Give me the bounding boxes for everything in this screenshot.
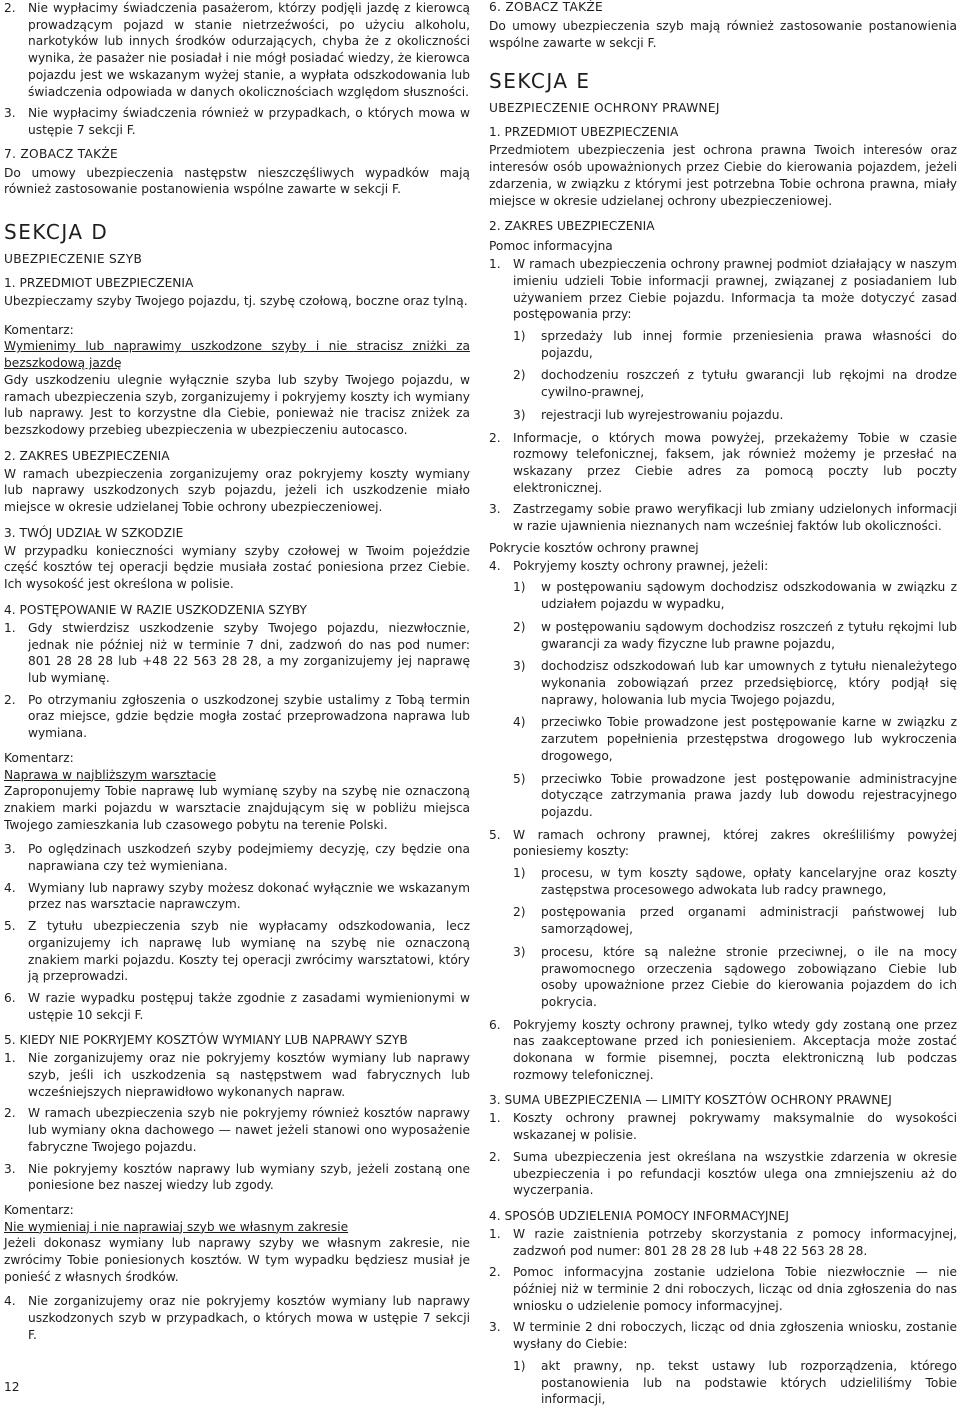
item-text: Po oględzinach uszkodzeń szyby podejmiemy decyzję, czy będzie ona naprawiana czy też wymieniana. [28,842,470,874]
item-number: 6. [4,990,16,1005]
item-number: 1. [4,620,16,635]
item-text: Nie wypłacimy świadczenia pasażerom, którzy podjęli jazdę z kierowcą prowadzącym pojazd w stanie nietrzeźwości, po użyciu alkoholu, narkotyków lub innych środków odurzających, chyba że z okoliczności wynika, że pasażer nie posiadał i nie mógł posiadać wiedzy, że kierowca pojazdu jest we wskazanym wyżej stanie, a wypłata odszkodowania lub świadczenia odpowiada w danych okolicznościach względom słuszności. [28,1,470,99]
list-item [4,692,470,742]
item-text: sprzedaży lub innej formie przeniesienia prawa własności do pojazdu, [541,329,957,360]
d5-list-b [4,1293,470,1343]
section-d-title: SEKCJA D [4,220,109,245]
e3-heading: 3. SUMA UBEZPIECZENIA — LIMITY KOSZTÓW OCHRONY PRAWNEJ [489,1093,892,1108]
comment-label: Komentarz: [4,750,74,765]
item-text: Nie wypłacimy świadczenia również w przypadkach, o których mowa w ustępie 7 sekcji F. [28,106,470,137]
item-text: przeciwko Tobie prowadzone jest postępowanie karne w związku z zarzutem popełnienia przestępstwa drogowego lub wykroczenia drogowego, [541,715,957,763]
item-number: 2. [489,1265,501,1280]
c7-heading: 7. ZOBACZ TAKŻE [4,146,119,161]
item-number: 2. [4,1106,16,1121]
e2-item5-sublist [513,865,957,1011]
e4-list [489,1226,957,1353]
list-item [513,658,957,708]
list-item [513,407,957,424]
item-number: 2. [4,692,16,707]
item-text: Po otrzymaniu zgłoszenia o uszkodzonej szybie ustalimy z Tobą termin oraz miejsce, gdzie będzie mogła zostać przeprowadzona naprawa lub wymiana. [28,692,470,741]
section-e-title: SEKCJA E [489,69,591,94]
list-item [489,558,957,575]
list-item [513,865,957,898]
list-item [4,880,470,913]
item-text: W razie wypadku postępuj także zgodnie z zasadami wymienionymi w ustępie 10 sekcji F. [28,990,470,1022]
item-text: Suma ubezpieczenia jest określana na wszystkie zdarzenia w okresie ubezpieczenia i po refundacji kosztów ulega ona zmniejszeniu aż do wyczerpania. [513,1149,957,1198]
item-text: akt prawny, np. tekst ustawy lub rozporządzenia, którego postanowienia lub na podstawie których udzieliliśmy Tobie informacji, [541,1358,957,1407]
item-text: dochodzisz odszkodowań lub kar umownych z tytułu nienależytego wykonania zobowiązań przez przedsiębiorcę, który podjął się naprawy, holowania lub mycia Twojego pojazdu, [541,659,957,707]
list-item [489,501,957,534]
list-item [513,579,957,612]
item-number: 5. [489,827,501,842]
d4-list-a [4,620,470,742]
e1-text: Przedmiotem ubezpieczenia jest ochrona prawna Twoich interesów oraz interesów osób upoważnionych przez Ciebie do kierowania pojazdem, jeżeli zdarzenia, w związku z którymi jest potrzebna Tobie ochrona prawna, miały miejsce w okresie udzielanej ochrony ubezpieczeniowej. [489,143,957,208]
item-number: 2. [489,1149,501,1164]
list-item [489,1226,957,1259]
comment-label: Komentarz: [4,322,74,337]
left-column [4,0,470,1349]
item-text: W razie zaistnienia potrzeby skorzystania z pomocy informacyjnej, zadzwoń pod numer: 801 28 28 28 lub +48 22 563 28 28. [513,1226,957,1258]
e1-heading: 1. PRZEDMIOT UBEZPIECZENIA [489,125,679,140]
item-text: Pokryjemy koszty ochrony prawnej, jeżeli: [513,558,769,573]
item-text: procesu, w tym koszty sądowe, opłaty kancelaryjne oraz koszty zastępstwa procesowego adwokata lub radcy prawnego, [541,866,957,897]
page-number: 12 [4,1380,20,1394]
item-number: 4) [513,715,526,730]
item-number: 4. [4,880,16,895]
list-item [513,328,957,361]
item-number: 1. [489,257,501,272]
comment-title: Naprawa w najbliższym warsztacie [4,767,217,782]
list-item [513,771,957,821]
list-item [513,367,957,400]
item-number: 5. [4,919,16,934]
item-text: przeciwko Tobie prowadzone jest postępowanie administracyjne dotyczące zatrzymania prawa jazdy lub dowodu rejestracyjnego pojazdu. [541,771,957,819]
item-number: 6. [489,1017,501,1032]
item-number: 4. [489,558,501,573]
list-item [4,918,470,985]
d5-heading: 5. KIEDY NIE POKRYJEMY KOSZTÓW WYMIANY LUB NAPRAWY SZYB [4,1033,408,1048]
item-text: procesu, które są należne stronie przeciwnej, o ile na mocy prawomocnego orzeczenia sądowego zobowiązano Ciebie lub osoby upoważnione przez Ciebie do kierowania pojazdem do ich pokrycia. [541,944,957,1009]
item-text: Koszty ochrony prawnej pokrywamy maksymalnie do wysokości wskazanej w polisie. [513,1111,957,1143]
e2-subheading-info: Pomoc informacyjna [489,239,613,254]
item-text: Zastrzegamy sobie prawo weryfikacji lub zmiany udzielonych informacji w razie ujawnienia nieznanych nam wcześniej faktów lub okoliczności. [513,502,957,534]
item-text: W terminie 2 dni roboczych, licząc od dnia zgłoszenia wniosku, zostanie wysłany do Ciebie: [513,1320,957,1352]
item-number: 3) [513,407,526,422]
item-number: 3. [489,502,501,517]
section-e-subtitle: UBEZPIECZENIE OCHRONY PRAWNEJ [489,101,720,116]
item-number: 4. [4,1294,16,1309]
item-number: 1. [489,1226,501,1241]
item-number: 3) [513,944,526,959]
d3-heading: 3. TWÓJ UDZIAŁ W SZKODZIE [4,525,184,540]
item-number: 2) [513,905,526,920]
list-item [489,1149,957,1199]
item-number: 3. [4,1161,16,1176]
item-number: 1) [513,580,526,595]
d1-heading: 1. PRZEDMIOT UBEZPIECZENIA [4,276,194,291]
item-text: postępowania przed organami administracji państwowej lub samorządowej, [541,905,957,937]
e4-heading: 4. SPOSÓB UDZIELENIA POMOCY INFORMACYJNEJ [489,1208,789,1223]
item-number: 2. [4,1,16,15]
comment-title: Nie wymieniaj i nie naprawiaj szyb we własnym zakresie [4,1219,349,1234]
item-text: rejestracji lub wyrejestrowaniu pojazdu. [541,407,784,422]
d5-list-a [4,1050,470,1194]
list-item [513,944,957,1011]
d4-list-b [4,841,470,1023]
list-item [4,620,470,687]
d2-heading: 2. ZAKRES UBEZPIECZENIA [4,448,170,463]
item-text: Nie pokryjemy kosztów naprawy lub wymiany szyb, jeżeli zostaną one poniesione bez naszej wiedzy lub zgody. [28,1161,470,1193]
list-item [513,714,957,764]
item-number: 1. [489,1111,501,1126]
list-item [4,1161,470,1194]
comment-text: Zaproponujemy Tobie naprawę lub wymianę szyby na szybę nie oznaczoną znakiem marki pojazdu w warsztacie znajdującym się w pobliżu miejsca Twojego zamieszkania lub czasowego pobytu na terenie Polski. [4,784,470,832]
list-item [489,1264,957,1314]
list-item [489,1319,957,1352]
d3-text: W przypadku konieczności wymiany szyby czołowej w Twoim pojeździe część kosztów tej operacji będzie musiała zostać poniesiona przez Ciebie. Ich wysokość jest określona w polisie. [4,543,470,592]
list-item [4,1105,470,1155]
item-text: Pokryjemy koszty ochrony prawnej, tylko wtedy gdy zostaną one przez nas zaakceptowane przed ich poniesieniem. Akceptacja może zostać dokonana w formie pisemnej, poczta elektroniczną lub podczas rozmowy telefonicznej. [513,1017,957,1082]
item-number: 1. [4,1051,16,1066]
list-item [513,619,957,652]
item-number: 1) [513,866,526,881]
comment-box-1 [4,322,470,439]
e4-item3-sublist [513,1358,957,1408]
item-number: 2) [513,368,526,383]
d6-text: Do umowy ubezpieczenia szyb mają również zastosowanie postanowienia wspólne zawarte w sekcji F. [489,19,957,50]
item-text: W ramach ubezpieczenia ochrony prawnej podmiot działający w naszym imieniu udzieli Tobie informacji prawnej, związanej z posiadaniem lub używaniem przez Ciebie pojazdu. Informacja ta może dotyczyć zasad postępowania przy: [513,257,957,322]
item-text: Nie zorganizujemy oraz nie pokryjemy kosztów wymiany lub naprawy uszkodzonych szyb w przypadkach, o których mowa w ustępie 7 sekcji F. [28,1294,470,1342]
d4-heading: 4. POSTĘPOWANIE W RAZIE USZKODZENIA SZYBY [4,602,307,617]
e3-list [489,1110,957,1199]
e2-heading: 2. ZAKRES UBEZPIECZENIA [489,219,655,234]
d1-text: Ubezpieczamy szyby Twojego pojazdu, tj. szybę czołową, boczne oraz tylną. [4,294,468,309]
list-item [4,0,470,100]
d2-text: W ramach ubezpieczenia zorganizujemy oraz pokryjemy koszty wymiany lub naprawy uszkodzonych szyb pojazdu, jeżeli ich uszkodzenie miało miejsce w okresie udzielanej Tobie ochrony ubezpieczeniowej. [4,466,470,515]
list-item [489,256,957,323]
comment-box-3 [4,1202,470,1286]
item-text: w postępowaniu sądowym dochodzisz roszczeń z tytułu rękojmi lub gwarancji za wady fizyczne lub prawne pojazdu, [541,619,957,651]
item-text: Nie zorganizujemy oraz nie pokryjemy kosztów wymiany lub naprawy szyb, jeśli ich uszkodzenia są następstwem wad fabrycznych lub wcześniejszych nieprawidłowo wykonanych napraw. [28,1051,470,1099]
item-number: 3. [489,1320,501,1335]
item-text: W ramach ochrony prawnej, której zakres określiliśmy powyżej poniesiemy koszty: [513,827,957,859]
item-number: 2) [513,619,526,634]
c7-text: Do umowy ubezpieczenia następstw nieszczęśliwych wypadków mają również zastosowanie postanowienia wspólne zawarte w sekcji F. [4,165,470,197]
item-number: 1) [513,329,526,344]
e2-items-2-3 [489,430,957,535]
comment-title: Wymienimy lub naprawimy uszkodzone szyby i nie stracisz zniżki za bezszkodową jazdę [4,339,470,371]
item-text: Gdy stwierdzisz uszkodzenie szyby Twojego pojazdu, niezwłocznie, jednak nie później niż w terminie 7 dni, zadzwoń do nas pod numer: 801 28 28 28 lub +48 22 563 28 28, a my zorganizujemy jej naprawę lub wymianę. [28,620,470,685]
e2-subheading-costs: Pokrycie kosztów ochrony prawnej [489,540,699,555]
comment-text: Gdy uszkodzeniu ulegnie wyłącznie szyba lub szyby Twojego pojazdu, w ramach ubezpieczenia szyb, zorganizujemy i pokryjemy koszty ich wymiany lub naprawy. Jest to korzystne dla Ciebie, ponieważ nie tracisz zniżek za bezszkodowy przebieg ubezpieczenia w ubezpieczeniu autocasco. [4,372,470,437]
intro-list [4,0,470,139]
item-number: 3) [513,659,526,674]
list-item [489,430,957,497]
item-number: 3. [4,842,16,857]
item-number: 1) [513,1358,526,1373]
item-text: dochodzeniu roszczeń z tytułu gwarancji lub rękojmi na drodze cywilno-prawnej, [541,368,957,400]
e2-item4-sublist [513,579,957,820]
list-item [4,1293,470,1343]
comment-box-2 [4,750,470,834]
list-item [489,827,957,860]
comment-label: Komentarz: [4,1202,74,1217]
item-text: w postępowaniu sądowym dochodzisz odszkodowania w związku z udziałem pojazdu w wypadku, [541,580,957,612]
item-text: Pomoc informacyjna zostanie udzielona Tobie niezwłocznie — nie później niż w terminie 2 dni roboczych, licząc od dnia zgłoszenia do nas wniosku o udzielenie pomocy informacyjnej. [513,1265,957,1313]
list-item [4,841,470,874]
list-item [4,105,470,138]
item-text: Z tytułu ubezpieczenia szyb nie wypłacamy odszkodowania, lecz organizujemy ich naprawę lub wymianę na szybę nie oznaczoną znakiem marki pojazdu. Koszty tej operacji zwrócimy warsztatowi, który ją przeprowadzi. [28,919,470,984]
section-d-subtitle: UBEZPIECZENIE SZYB [4,252,143,267]
item-text: W ramach ubezpieczenia szyb nie pokryjemy również kosztów naprawy lub wymiany okna dachowego — nawet jeżeli stanowi ono wyposażenie fabryczne Twojego pojazdu. [28,1106,470,1154]
item-text: Wymiany lub naprawy szyby możesz dokonać wyłącznie we wskazanym przez nas warsztacie naprawczym. [28,880,470,912]
e2-item1-sublist [513,328,957,424]
list-item [4,1050,470,1100]
list-item [513,904,957,937]
item-text: Informacje, o których mowa powyżej, przekażemy Tobie w czasie rozmowy telefonicznej, faksem, jak również możemy je przesłać na wskazany przez Ciebie adres za pomocą poczty lub poczty elektronicznej. [513,430,957,495]
right-column [489,0,957,1414]
item-number: 5) [513,771,526,786]
list-item [4,990,470,1023]
list-item [489,1017,957,1084]
comment-text: Jeżeli dokonasz wymiany lub naprawy szyby we własnym zakresie, nie zwrócimy Tobie poniesionych kosztów. W tym wypadku będziesz musiał je ponieść z własnych środków. [4,1236,470,1284]
item-number: 3. [4,106,16,121]
item-number: 2. [489,430,501,445]
d6-heading: 6. ZOBACZ TAKŻE [489,0,604,14]
list-item [489,1110,957,1143]
list-item [513,1358,957,1408]
